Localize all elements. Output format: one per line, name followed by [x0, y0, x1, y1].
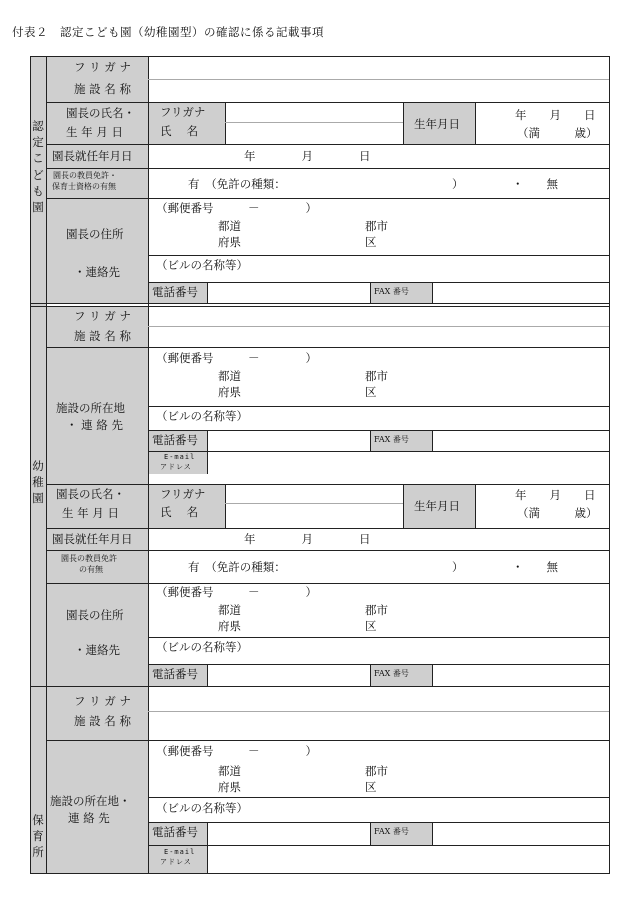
tel-label: 電話番号	[152, 433, 198, 447]
facility-name-input[interactable]	[150, 327, 608, 346]
postal-label: （郵便番号 － ）	[156, 351, 317, 365]
fax-input[interactable]	[433, 823, 608, 844]
facility-name-label: 施 設 名 称	[74, 82, 131, 96]
contact-label: ・連絡先	[74, 643, 120, 657]
postal-label: （郵便番号 － ）	[156, 585, 317, 599]
email-label-2: アドレス	[160, 858, 192, 866]
ward-label: 区	[365, 235, 377, 249]
facility-address-input[interactable]	[150, 741, 608, 796]
fax-input[interactable]	[433, 283, 608, 302]
facility-furigana-input[interactable]	[150, 687, 608, 710]
facility-furigana-input[interactable]	[150, 57, 608, 78]
rule-line	[403, 484, 404, 528]
contact-label: ・連絡先	[74, 265, 120, 279]
facility-name-label: 施 設 名 称	[74, 329, 131, 343]
tel-input[interactable]	[208, 823, 369, 844]
appointment-ymd: 年 月 日	[244, 532, 371, 546]
tel-label: 電話番号	[152, 285, 198, 299]
email-input[interactable]	[208, 846, 608, 872]
fax-label: FAX 番号	[374, 435, 409, 444]
birth-ymd-label: 年 月 日	[515, 488, 596, 502]
city-label: 郡市	[365, 764, 388, 778]
building-label: （ビルの名称等）	[156, 409, 248, 423]
building-input[interactable]	[150, 798, 608, 821]
fax-label: FAX 番号	[374, 287, 409, 296]
tel-input[interactable]	[208, 283, 369, 302]
rule-line	[148, 56, 149, 873]
prefecture-label-2: 府県	[218, 235, 241, 249]
building-label: （ビルの名称等）	[156, 258, 248, 272]
director-address-input[interactable]	[150, 584, 608, 636]
license-label-2: 保育士資格の有無	[52, 182, 116, 191]
prefecture-label-1: 都道	[218, 219, 241, 233]
license-none-label: ・ 無	[512, 177, 558, 191]
license-close: ）	[452, 560, 464, 574]
birth-ymd-label: 年 月 日	[515, 108, 596, 122]
prefecture-label-2: 府県	[218, 619, 241, 633]
facility-name-input[interactable]	[150, 712, 608, 739]
appointment-date-input[interactable]	[150, 145, 608, 167]
ward-label: 区	[365, 385, 377, 399]
rule-line	[370, 664, 371, 686]
director-furigana-input[interactable]	[226, 103, 402, 121]
address-label: 園長の住所	[66, 227, 124, 241]
birthdate-label: 生年月日	[414, 117, 460, 131]
page-title: 付表２ 認定こども園（幼稚園型）の確認に係る記載事項	[12, 25, 324, 39]
rule-line	[370, 282, 371, 303]
license-label-1: 園長の教員免許・	[53, 171, 117, 180]
license-has-label: 有 （免許の種類：	[188, 560, 286, 574]
tel-input[interactable]	[208, 431, 369, 450]
city-label: 郡市	[365, 603, 388, 617]
director-name-label: 園長の氏名・	[66, 106, 135, 120]
director-birth-label: 生 年 月 日	[66, 125, 123, 139]
city-label: 郡市	[365, 369, 388, 383]
furigana-label: フ リ ガ ナ	[74, 694, 131, 708]
building-input[interactable]	[150, 638, 608, 663]
tel-label: 電話番号	[152, 825, 198, 839]
email-label-1: E-mail	[164, 453, 196, 461]
license-label-2: の有無	[79, 565, 103, 574]
shimei-label: 氏 名	[160, 124, 199, 138]
birthdate-label: 生年月日	[414, 499, 460, 513]
director-birthdate-input[interactable]	[476, 485, 608, 527]
license-none-label: ・ 無	[512, 560, 558, 574]
building-label: （ビルの名称等）	[156, 801, 248, 815]
fax-label: FAX 番号	[374, 669, 409, 678]
license-close: ）	[452, 177, 464, 191]
appointment-date-input[interactable]	[150, 529, 608, 549]
ward-label: 区	[365, 780, 377, 794]
rule-line	[370, 822, 371, 845]
tel-input[interactable]	[208, 665, 369, 685]
furigana-label: フ リ ガ ナ	[74, 309, 131, 323]
section-hoikusho: 保 育 所	[32, 813, 44, 860]
ward-label: 区	[365, 619, 377, 633]
rule-line	[609, 56, 610, 874]
facility-address-label: 施設の所在地・	[50, 794, 131, 808]
furigana-short-label: フリガナ	[160, 105, 206, 119]
rule-line	[46, 56, 47, 874]
facility-address-label: 施設の所在地	[56, 401, 125, 415]
email-label-1: E-mail	[164, 848, 196, 856]
facility-furigana-input[interactable]	[150, 307, 608, 325]
postal-label: （郵便番号 － ）	[156, 744, 317, 758]
building-input[interactable]	[150, 407, 608, 429]
facility-name-input[interactable]	[150, 80, 608, 101]
license-input[interactable]	[150, 169, 608, 197]
rule-line	[30, 873, 609, 874]
fax-input[interactable]	[433, 665, 608, 685]
section-kodomoen: 認 定 こ ど も 園	[32, 119, 44, 215]
appointment-label: 園長就任年月日	[52, 149, 133, 163]
address-label: 園長の住所	[66, 608, 124, 622]
facility-contact-label: 連 絡 先	[68, 811, 110, 825]
prefecture-label-2: 府県	[218, 385, 241, 399]
postal-label: （郵便番号 － ）	[156, 201, 317, 215]
furigana-label: フ リ ガ ナ	[74, 60, 131, 74]
appointment-label: 園長就任年月日	[52, 532, 133, 546]
rule-line	[403, 102, 404, 144]
license-label-1: 園長の教員免許	[61, 554, 117, 563]
tel-label: 電話番号	[152, 667, 198, 681]
age-label: （満 歳）	[517, 506, 598, 520]
shimei-label: 氏 名	[160, 505, 199, 519]
fax-input[interactable]	[433, 431, 608, 450]
city-label: 郡市	[365, 219, 388, 233]
director-furigana-input[interactable]	[226, 485, 402, 502]
facility-contact-label: ・ 連 絡 先	[66, 418, 123, 432]
facility-address-input[interactable]	[150, 348, 608, 405]
rule-line	[370, 430, 371, 451]
section-youchien: 幼 稚 園	[32, 459, 44, 506]
prefecture-label-1: 都道	[218, 764, 241, 778]
prefecture-label-1: 都道	[218, 603, 241, 617]
license-input[interactable]	[150, 551, 608, 582]
furigana-short-label: フリガナ	[160, 487, 206, 501]
fax-label: FAX 番号	[374, 827, 409, 836]
email-input[interactable]	[208, 452, 608, 483]
appointment-ymd: 年 月 日	[244, 149, 371, 163]
facility-name-label: 施 設 名 称	[74, 714, 131, 728]
prefecture-label-1: 都道	[218, 369, 241, 383]
director-name-input[interactable]	[226, 123, 402, 143]
age-label: （満 歳）	[517, 126, 598, 140]
rule-line	[30, 303, 609, 304]
building-label: （ビルの名称等）	[156, 640, 248, 654]
director-address-input[interactable]	[150, 199, 608, 254]
director-birthdate-input[interactable]	[476, 103, 608, 143]
director-name-input[interactable]	[226, 504, 402, 527]
director-birth-label: 生 年 月 日	[62, 506, 119, 520]
email-label-2: アドレス	[160, 463, 192, 471]
building-input[interactable]	[150, 256, 608, 281]
prefecture-label-2: 府県	[218, 780, 241, 794]
license-has-label: 有 （免許の種類：	[188, 177, 286, 191]
director-name-label: 園長の氏名・	[56, 487, 125, 501]
